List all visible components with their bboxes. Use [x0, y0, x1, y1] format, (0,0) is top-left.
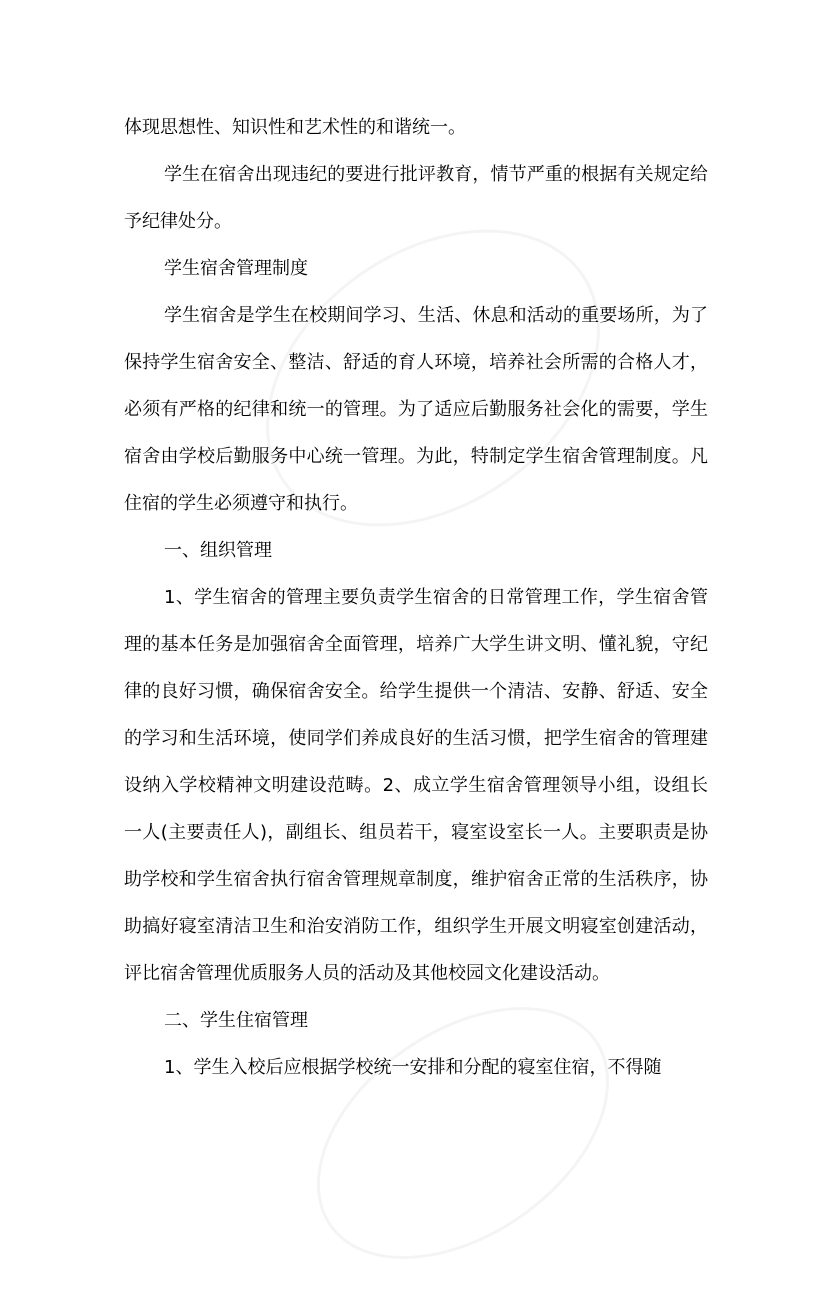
- document-body: [124, 104, 708, 1091]
- paragraph-discipline: 学生在宿舍出现违纪的要进行批评教育，情节严重的根据有关规定给予纪律处分。: [124, 164, 708, 232]
- section-heading-organization: 一、组织管理: [164, 540, 272, 561]
- paragraph-dorm-purpose: 学生宿舍是学生在校期间学习、生活、休息和活动的重要场所，为了保持学生宿舍安全、整洁、舒适的育人环境，培养社会所需的合格人才，必须有严格的纪律和统一的管理。为了适应后勤服务社会化的需要，学生宿舍由学校后勤服务中心统一管理。为此，特制定学生宿舍管理制度。凡住宿的学生必须遵守和执行。: [124, 305, 708, 514]
- section-heading-dorm-rules: 学生宿舍管理制度: [164, 258, 308, 279]
- section-heading-accommodation: 二、学生住宿管理: [164, 1010, 308, 1031]
- paragraph-intro-continuation: 体现思想性、知识性和艺术性的和谐统一。: [124, 117, 466, 138]
- paragraph-accommodation-rule-1: 1、学生入校后应根据学校统一安排和分配的寝室住宿，不得随: [164, 1057, 662, 1078]
- paragraph-organization-duties: 1、学生宿舍的管理主要负责学生宿舍的日常管理工作，学生宿舍管理的基本任务是加强宿舍全面管理，培养广大学生讲文明、懂礼貌，守纪律的良好习惯，确保宿舍安全。给学生提供一个清洁、安静、舒适、安全的学习和生活环境，使同学们养成良好的生活习惯，把学生宿舍的管理建设纳入学校精神文明建设范畴。2、成立学生宿舍管理领导小组，设组长一人(主要责任人)，副组长、组员若干，寝室设室长一人。主要职责是协助学校和学生宿舍执行宿舍管理规章制度，维护宿舍正常的生活秩序，协助搞好寝室清洁卫生和治安消防工作，组织学生开展文明寝室创建活动，评比宿舍管理优质服务人员的活动及其他校园文化建设活动。: [124, 587, 708, 984]
